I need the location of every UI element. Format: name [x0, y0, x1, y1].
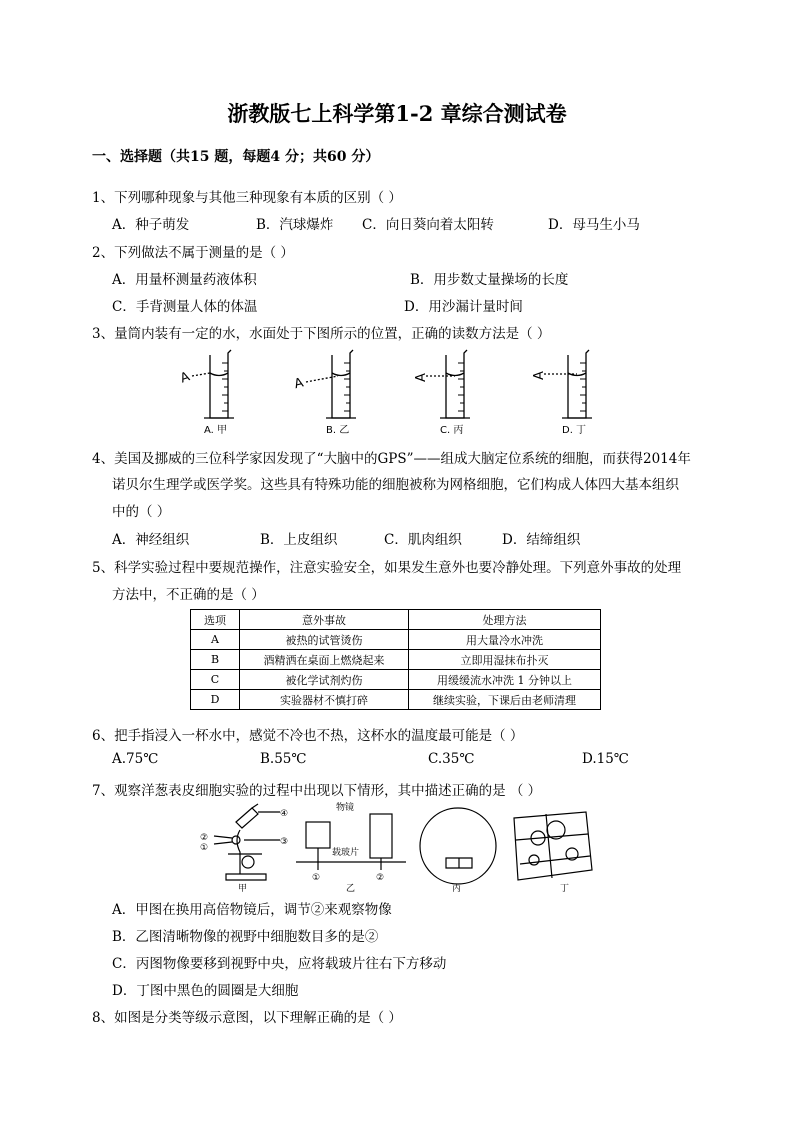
question-6-stem: 6、把手指浸入一杯水中，感觉不冷也不热，这杯水的温度最可能是（ ）	[92, 728, 524, 744]
q4-option-b: B．上皮组织	[260, 532, 338, 548]
section-heading: 一、选择题（共15 题，每题4 分；共60 分）	[92, 149, 380, 165]
page-title: 浙教版七上科学第1-2 章综合测试卷	[227, 101, 567, 126]
table-row	[191, 650, 601, 670]
label-objective: 物镜	[336, 803, 355, 813]
table-header: 处理方法	[409, 610, 601, 630]
question-2-stem: 2、下列做法不属于测量的是（ ）	[92, 245, 294, 261]
mark-4: ④	[280, 809, 289, 819]
q7-option-d: D．丁图中黑色的圆圈是大细胞	[112, 983, 299, 999]
label-jia: 甲	[238, 884, 248, 892]
table-cell: 被化学试剂灼伤	[240, 670, 409, 690]
q1-option-c: C．向日葵向着太阳转	[362, 217, 494, 233]
mark-2b: ②	[376, 873, 385, 883]
question-7-stem: 7、观察洋葱表皮细胞实验的过程中出现以下情形，其中描述正确的是 （ ）	[92, 783, 542, 799]
table-header: 意外事故	[240, 610, 409, 630]
table-cell: D	[191, 690, 240, 710]
table-cell: A	[191, 630, 240, 650]
label-yi: B. 乙	[326, 425, 350, 436]
q1-option-d: D．母马生小马	[548, 217, 640, 233]
table-row	[191, 690, 601, 710]
q2-option-a: A．用量杯测量药液体积	[112, 272, 257, 288]
microscope-figure	[196, 800, 606, 892]
table-row	[191, 630, 601, 650]
table-cell: B	[191, 650, 240, 670]
mark-1b: ①	[312, 873, 321, 883]
question-4-stem-line-3: 中的（ ）	[112, 504, 171, 520]
eye-mark-ding: A	[532, 371, 547, 380]
question-4-stem-line-2: 诺贝尔生理学或医学奖。这些具有特殊功能的细胞被称为网格细胞，它们构成人体四大基本组织	[112, 477, 679, 493]
q6-option-a: A.75℃	[112, 751, 159, 767]
q6-option-b: B.55℃	[260, 751, 307, 767]
eye-mark-bing: A	[414, 373, 429, 382]
question-5-stem-line-2: 方法中，不正确的是（ ）	[112, 587, 265, 603]
question-5-stem-line-1: 5、科学实验过程中要规范操作，注意实验安全，如果发生意外也要冷静处理。下列意外事故的处理	[92, 560, 682, 576]
label-bing: 丙	[452, 884, 462, 892]
label-yi: 乙	[346, 884, 356, 892]
label-ding: 丁	[560, 884, 570, 892]
table-header: 选项	[191, 610, 240, 630]
table-cell: C	[191, 670, 240, 690]
q4-option-d: D．结缔组织	[502, 532, 581, 548]
q6-option-c: C.35℃	[428, 751, 475, 767]
question-1-stem: 1、下列哪种现象与其他三种现象有本质的区别（ ）	[92, 190, 402, 206]
cylinder-reading-figure	[170, 345, 610, 437]
q1-option-b: B．汽球爆炸	[256, 217, 334, 233]
table-cell: 被热的试管烫伤	[240, 630, 409, 650]
mark-3: ③	[280, 837, 289, 847]
label-bing: C. 丙	[440, 425, 464, 436]
label-slide: 载玻片	[332, 848, 360, 858]
q7-option-b: B．乙图清晰物像的视野中细胞数目多的是②	[112, 929, 379, 945]
question-8-stem: 8、如图是分类等级示意图，以下理解正确的是（ ）	[92, 1010, 402, 1026]
q6-option-d: D.15℃	[582, 751, 629, 767]
accident-table	[190, 609, 601, 710]
q2-option-c: C．手背测量人体的体温	[112, 299, 258, 315]
mark-2: ②	[200, 833, 209, 843]
table-row	[191, 670, 601, 690]
table-cell: 继续实验，下课后由老师清理	[409, 690, 601, 710]
q4-option-a: A．神经组织	[112, 532, 190, 548]
question-4-stem-line-1: 4、美国及挪威的三位科学家因发现了“大脑中的GPS”——组成大脑定位系统的细胞，而获得2014年	[92, 451, 691, 467]
eye-mark-jia: A	[178, 369, 192, 387]
label-jia: A. 甲	[204, 425, 228, 436]
label-ding: D. 丁	[562, 425, 587, 436]
table-cell: 用缓缓流水冲洗 1 分钟以上	[409, 670, 601, 690]
table-cell: 酒精洒在桌面上燃烧起来	[240, 650, 409, 670]
q1-option-a: A．种子萌发	[112, 217, 190, 233]
table-cell: 用大量冷水冲洗	[409, 630, 601, 650]
table-header-row	[191, 610, 601, 630]
q7-option-c: C．丙图物像要移到视野中央，应将载玻片往右下方移动	[112, 956, 447, 972]
table-cell: 立即用湿抹布扑灭	[409, 650, 601, 670]
table-cell: 实验器材不慎打碎	[240, 690, 409, 710]
q7-option-a: A．甲图在换用高倍物镜后，调节②来观察物像	[112, 902, 392, 918]
q2-option-b: B．用步数丈量操场的长度	[410, 272, 569, 288]
eye-mark-yi: A	[292, 375, 306, 393]
q2-option-d: D．用沙漏计量时间	[404, 299, 523, 315]
mark-1: ①	[200, 843, 209, 853]
question-3-stem: 3、量筒内装有一定的水，水面处于下图所示的位置，正确的读数方法是（ ）	[92, 326, 551, 342]
q4-option-c: C．肌肉组织	[384, 532, 462, 548]
